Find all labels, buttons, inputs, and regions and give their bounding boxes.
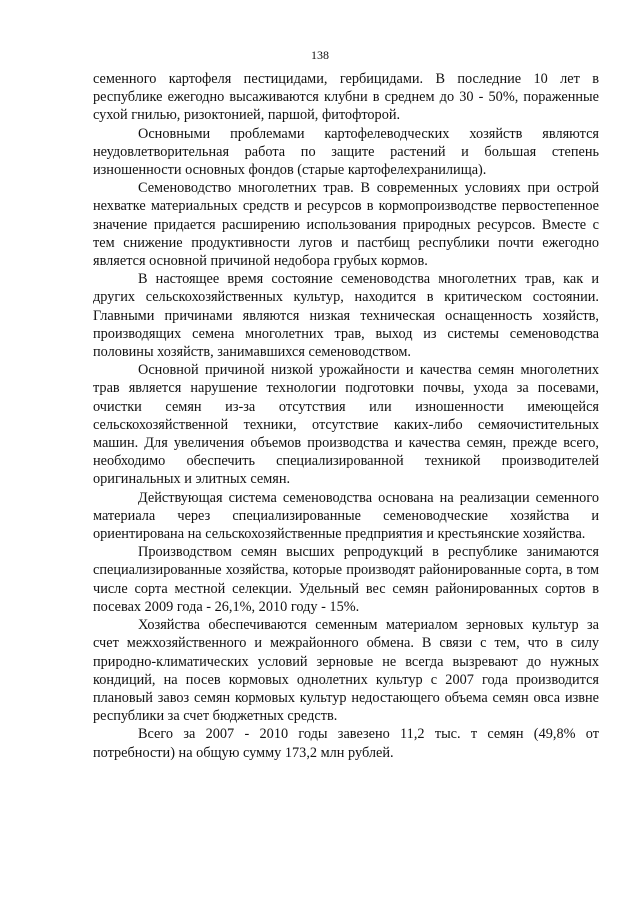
page-number: 138	[311, 48, 329, 62]
document-body	[93, 70, 599, 762]
paragraph: В настоящее время состояние семеноводства многолетних трав, как и других сельскохозяйственных культур, находится в критическом состоянии. Главными причинами являются низкая техническая оснащенность хозяйств, производящих семена многолетних трав, выход из системы семеноводства половины хозяйств, занимавшихся семеноводством.	[93, 271, 599, 361]
paragraph: Основной причиной низкой урожайности и качества семян многолетних трав является нарушение технологии подготовки почвы, ухода за посевами, очистки семян из-за отсутствия или изношенности имеющейся сельскохозяйственной техники, отсутствие каких-либо семяочистительных машин. Для увеличения объемов производства и качества семян, прежде всего, необходимо обеспечить специализированной техникой производителей оригинальных и элитных семян.	[93, 362, 599, 488]
paragraph: Всего за 2007 - 2010 годы завезено 11,2 тыс. т семян (49,8% от потребности) на общую сумму 173,2 млн рублей.	[93, 726, 599, 761]
paragraph: Основными проблемами картофелеводческих хозяйств являются неудовлетворительная работа по защите растений и большая степень изношенности основных фондов (старые картофелехранилища).	[93, 125, 599, 179]
paragraph: Хозяйства обеспечиваются семенным материалом зерновых культур за счет межхозяйственного и межрайонного обмена. В связи с тем, что в силу природно-климатических условий зерновые не всегда вызревают до нужных кондиций, на посев кормовых однолетних культур с 2007 года производится плановый завоз семян кормовых культур недостающего объема семян овса извне республики за счет бюджетных средств.	[93, 617, 599, 725]
paragraph: Семеноводство многолетних трав. В современных условиях при острой нехватке материальных средств и ресурсов в кормопроизводстве первостепенное значение придается расширению использования природных ресурсов. Вместе с тем снижение продуктивности лугов и пастбищ республики почти ежегодно является основной причиной недобора грубых кормов.	[93, 180, 599, 270]
paragraph: Производством семян высших репродукций в республике занимаются специализированные хозяйства, которые производят районированные сорта, в том числе сорта местной селекции. Удельный вес семян районированных сортов в посевах 2009 года - 26,1%, 2010 году - 15%.	[93, 544, 599, 615]
paragraph: семенного картофеля пестицидами, гербицидами. В последние 10 лет в республике ежегодно высаживаются клубни в среднем до 30 - 50%, пораженные сухой гнилью, ризоктонией, паршой, фитофторой.	[93, 71, 599, 124]
paragraph: Действующая система семеноводства основана на реализации семенного материала через специализированные семеноводческие хозяйства и ориентирована на сельскохозяйственные предприятия и крестьянские хозяйства.	[93, 489, 599, 543]
